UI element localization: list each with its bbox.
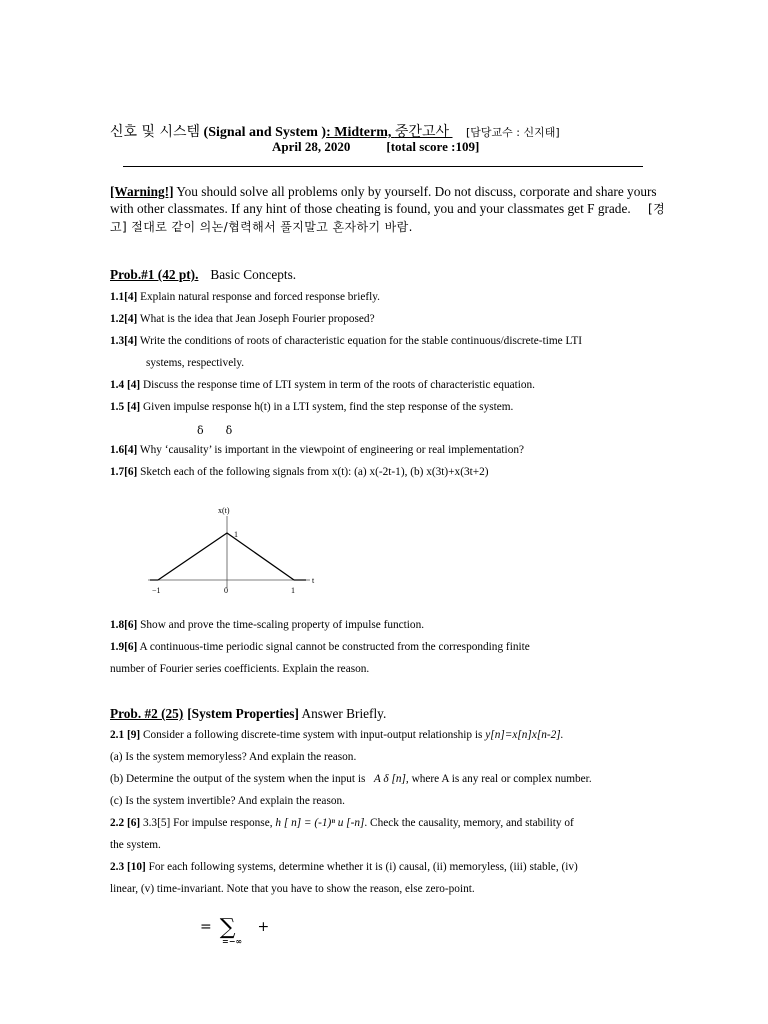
- warning-notice: [110, 183, 666, 236]
- question-1-1: 1.1[4] Explain natural response and forced response briefly.: [110, 291, 380, 303]
- warning-text: You should solve all problems only by yourself. Do not discuss, corporate and share yours with other classmates. If any hint of those cheating is found, you and your classmates get F grade.: [110, 184, 657, 216]
- equals-sign: =: [200, 919, 212, 935]
- divider-line: [123, 166, 643, 167]
- question-2-1b: (b) Determine the output of the system when the input is A δ [n], where A is any real or complex number.: [110, 773, 592, 785]
- tick-one: 1: [291, 586, 295, 595]
- exam-date: April 28, 2020: [272, 139, 351, 154]
- peak-label: 1: [234, 530, 238, 539]
- tick-zero: 0: [224, 586, 228, 595]
- question-1-9: 1.9[6] A continuous-time periodic signal cannot be constructed from the corresponding finite: [110, 641, 530, 653]
- sigma-symbol: ∑: [219, 915, 236, 940]
- title-english: (Signal and System ): [203, 125, 327, 140]
- title-midterm: : Midterm, 중간고사: [326, 124, 449, 140]
- title-korean: 신호 및 시스템: [110, 124, 201, 140]
- t-axis-label: t: [312, 576, 315, 585]
- question-1-5: 1.5 [4] Given impulse response h(t) in a LTI system, find the step response of the system.: [110, 401, 514, 413]
- prob1-label: Prob.#1 (42 pt).: [110, 267, 199, 282]
- question-2-3-cont: linear, (v) time-invariant. Note that you have to show the reason, else zero-point.: [110, 883, 475, 895]
- question-1-9-cont: number of Fourier series coefficients. Explain the reason.: [110, 663, 370, 675]
- total-score: [total score :109]: [386, 139, 480, 154]
- question-1-6: 1.6[4] Why ‘causality’ is important in the viewpoint of engineering or real implementation?: [110, 444, 525, 456]
- tick-minus-one: −1: [152, 586, 161, 595]
- question-2-2: 2.2 [6] 3.3[5] For impulse response, h [ n] = (-1)ⁿ u [-n]. Check the causality, memory, and stability of: [110, 817, 574, 829]
- question-1-8: 1.8[6] Show and prove the time-scaling property of impulse function.: [110, 619, 425, 631]
- question-1-7: 1.7[6] Sketch each of the following signals from x(t): (a) x(-2t-1), (b) x(3t)+x(3t+2): [110, 466, 489, 478]
- question-2-1a: (a) Is the system memoryless? And explain the reason.: [110, 751, 357, 763]
- question-1-4: 1.4 [4] Discuss the response time of LTI system in term of the roots of characteristic equation.: [110, 379, 536, 391]
- signal-plot: [140, 500, 330, 600]
- prob2-heading: [110, 706, 386, 722]
- question-1-2: 1.2[4] What is the idea that Jean Joseph Fourier proposed?: [110, 313, 375, 325]
- prob2-bold: [System Properties]: [187, 706, 299, 721]
- question-1-3-cont: systems, respectively.: [146, 357, 245, 369]
- warning-korean: [경고] 절대로 같이 의논/협력해서 풀지말고 혼자하기 바람.: [110, 202, 666, 234]
- delta-symbols: δ δ: [197, 424, 233, 437]
- sum-limit: =−∞: [222, 936, 243, 946]
- triangle-signal: [158, 533, 294, 580]
- exam-title: [110, 121, 670, 141]
- question-1-3: 1.3[4] Write the conditions of roots of characteristic equation for the stable continuous/discrete-time LTI: [110, 335, 583, 347]
- prob2-title: Answer Briefly.: [301, 706, 387, 721]
- prob1-heading: [110, 267, 296, 283]
- question-2-1: 2.1 [9] Consider a following discrete-time system with input-output relationship is y[n]=x[n]x[n-2].: [110, 729, 564, 741]
- warning-tag: [Warning!]: [110, 184, 174, 199]
- summation-formula: [200, 912, 270, 946]
- prob1-title: Basic Concepts.: [210, 267, 297, 282]
- y-axis-label: x(t): [218, 506, 230, 515]
- question-2-3: 2.3 [10] For each following systems, determine whether it is (i) causal, (ii) memoryless, (iii) stable, (iv): [110, 861, 578, 873]
- exam-subtitle: [272, 139, 479, 155]
- question-2-1c: (c) Is the system invertible? And explain the reason.: [110, 795, 345, 807]
- professor-label: [담당교수 : 신지태]: [466, 126, 560, 139]
- plus-sign: +: [257, 919, 270, 935]
- prob2-label: Prob. #2 (25): [110, 706, 184, 721]
- question-2-2-cont: the system.: [110, 839, 161, 851]
